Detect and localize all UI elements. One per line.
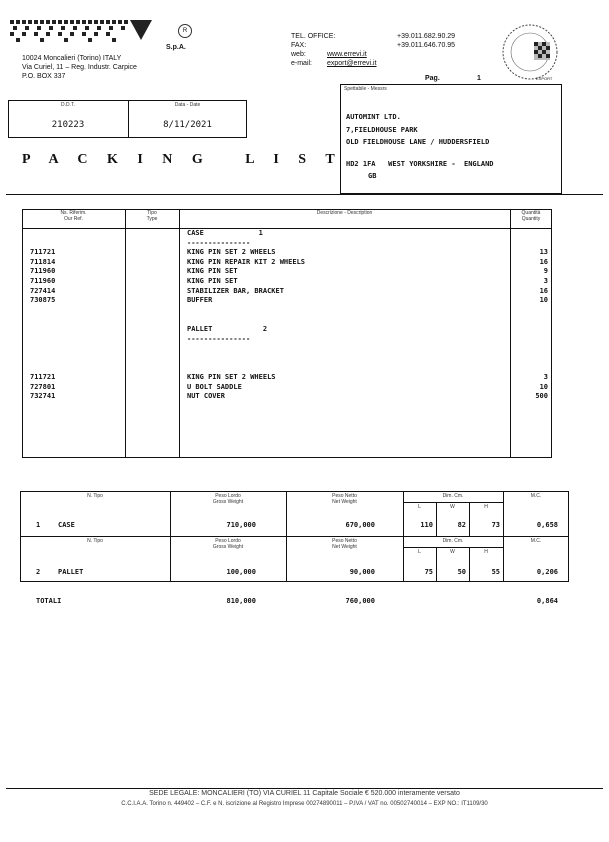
pkg-net-weight: 670,000	[345, 521, 375, 529]
footer-line-2: C.C.I.A.A. Torino n. 449402 – C.F. e N. iscrizione al Registro Imprese 00274890011 – P.IVA / VAT no. 00502740014 – EXP NO.: IT1109/30	[121, 801, 488, 807]
item-description: KING PIN SET 2 WHEELS	[187, 373, 276, 381]
item-description: ---------------	[187, 334, 251, 343]
pkg-header-gross: Peso Lordo Gross Weight	[212, 493, 244, 505]
pkg-net-weight: 90,000	[349, 568, 375, 576]
item-description: BUFFER	[187, 296, 213, 305]
consignee-line: 7,FIELDHOUSE PARK	[346, 126, 418, 134]
fax-label: FAX:	[291, 42, 307, 49]
item-quantity: 13	[539, 248, 548, 257]
ddt-label: D.D.T.	[61, 102, 75, 108]
email-link[interactable]: export@errevi.it	[327, 60, 377, 67]
item-ref: 727801	[30, 382, 56, 391]
item-quantity: 16	[539, 286, 548, 295]
item-ref: 732741	[30, 392, 56, 401]
col-header-qty: Quantità Quantity	[521, 210, 541, 222]
item-description: NUT COVER	[187, 392, 225, 401]
item-description: U BOLT SADDLE	[187, 382, 242, 391]
consignee-line: GB	[368, 172, 377, 180]
email-label: e-mail:	[291, 60, 313, 67]
pkg-type: PALLET	[58, 568, 84, 576]
ddt-number: 210223	[51, 120, 85, 130]
pkg-header-net: Peso Netto Net Weight	[332, 493, 357, 505]
pkg-gross-weight: 710,000	[226, 521, 256, 529]
pkg-mc: 0,658	[536, 521, 558, 529]
item-quantity: 500	[535, 392, 548, 401]
items-table	[22, 209, 552, 458]
col-header-desc: Descrizione - Description	[316, 210, 373, 216]
pkg-header-type: N. Tipo	[87, 538, 103, 544]
pkg-number: 1	[36, 521, 41, 529]
totals-mc: 0,864	[536, 597, 558, 605]
totals-gross: 810,000	[226, 597, 256, 605]
pkg-header-l: L	[418, 549, 421, 555]
consignee-line: OLD FIELDHOUSE LANE / HUDDERSFIELD	[346, 138, 490, 146]
consignee-line: HD2 1FA WEST YORKSHIRE - ENGLAND	[346, 160, 494, 168]
item-quantity: 16	[539, 257, 548, 266]
pkg-dim-l: 75	[424, 568, 433, 576]
item-quantity: 10	[539, 296, 548, 305]
pkg-header-type: N. Tipo	[87, 493, 103, 499]
item-ref: 711721	[30, 373, 56, 381]
pkg-header-net: Peso Netto Net Weight	[332, 538, 357, 550]
pkg-dim-w: 50	[457, 568, 466, 576]
pkg-header-w: W	[450, 549, 455, 555]
item-ref: 711960	[30, 267, 56, 276]
totals-net: 760,000	[345, 597, 375, 605]
pkg-gross-weight: 100,000	[226, 568, 256, 576]
web-link[interactable]: www.errevi.it	[327, 51, 367, 58]
item-quantity: 10	[539, 382, 548, 391]
item-description: ---------------	[187, 238, 251, 247]
item-description: KING PIN SET	[187, 277, 238, 285]
pkg-header-h: H	[484, 549, 488, 555]
page-label: Pag.	[425, 75, 440, 82]
item-ref: 730875	[30, 296, 56, 305]
pkg-header-mc: M.C.	[530, 538, 542, 544]
certification-stamp	[500, 20, 564, 84]
item-ref: 711960	[30, 277, 56, 285]
web-label: web:	[291, 51, 306, 58]
pkg-header-mc: M.C.	[530, 493, 542, 499]
totals-label: TOTALI	[36, 597, 62, 605]
item-description: CASE 1	[187, 229, 263, 237]
company-name: S.p.A.	[166, 44, 186, 51]
consignee-label: Spettabile - Messrs	[344, 86, 387, 92]
pkg-header-dim: Dim. Cm.	[442, 493, 464, 499]
pkg-header-h: H	[484, 504, 488, 510]
date-label: Data - Date	[174, 102, 201, 108]
pkg-header-gross: Peso Lordo Gross Weight	[212, 538, 244, 550]
col-header-type: Tipo Type	[146, 210, 158, 222]
company-logo	[10, 18, 160, 48]
item-description: KING PIN SET	[187, 267, 238, 276]
item-quantity: 3	[543, 277, 548, 285]
pkg-mc: 0,206	[536, 568, 558, 576]
item-description: KING PIN SET 2 WHEELS	[187, 248, 276, 257]
item-ref: 711814	[30, 257, 56, 266]
fax-value: +39.011.646.70.95	[397, 42, 456, 49]
company-address-2: Via Curiel, 11 – Reg. Industr. Carpice	[22, 64, 137, 71]
item-quantity: 9	[543, 267, 548, 276]
col-header-ref: Ns. Riferim. Our Ref.	[60, 210, 87, 222]
doc-date: 8/11/2021	[163, 120, 212, 130]
page-number: 1	[477, 75, 481, 82]
pkg-header-l: L	[418, 504, 421, 510]
item-quantity: 3	[543, 373, 548, 381]
item-ref: 727414	[30, 286, 56, 295]
item-description: KING PIN REPAIR KIT 2 WHEELS	[187, 257, 306, 266]
pkg-header-dim: Dim. Cm.	[442, 538, 464, 544]
item-description: STABILIZER BAR, BRACKET	[187, 286, 284, 295]
pkg-dim-l: 110	[420, 521, 433, 529]
pkg-dim-h: 55	[491, 568, 500, 576]
pkg-dim-h: 73	[491, 521, 500, 529]
trademark-icon: R	[178, 24, 192, 38]
item-ref: 711721	[30, 248, 56, 257]
pkg-number: 2	[36, 568, 41, 576]
pkg-dim-w: 82	[457, 521, 466, 529]
tel-value: +39.011.682.90.29	[397, 33, 456, 40]
footer-line-1: SEDE LEGALE: MONCALIERI (TO) VIA CURIEL 11 Capitale Sociale € 520.000 interamente versato	[149, 790, 460, 797]
pkg-type: CASE	[58, 521, 75, 529]
item-description: PALLET 2	[187, 325, 268, 333]
stamp-text: EXPORT	[536, 76, 553, 81]
company-address-1: 10024 Moncalieri (Torino) ITALY	[22, 55, 122, 62]
document-title: P A C K I N G L I S T	[22, 152, 343, 167]
tel-label: TEL. OFFICE:	[291, 33, 336, 40]
company-address-3: P.O. BOX 337	[22, 73, 66, 80]
pkg-header-w: W	[450, 504, 455, 510]
consignee-line: AUTOMINT LTD.	[346, 113, 401, 121]
